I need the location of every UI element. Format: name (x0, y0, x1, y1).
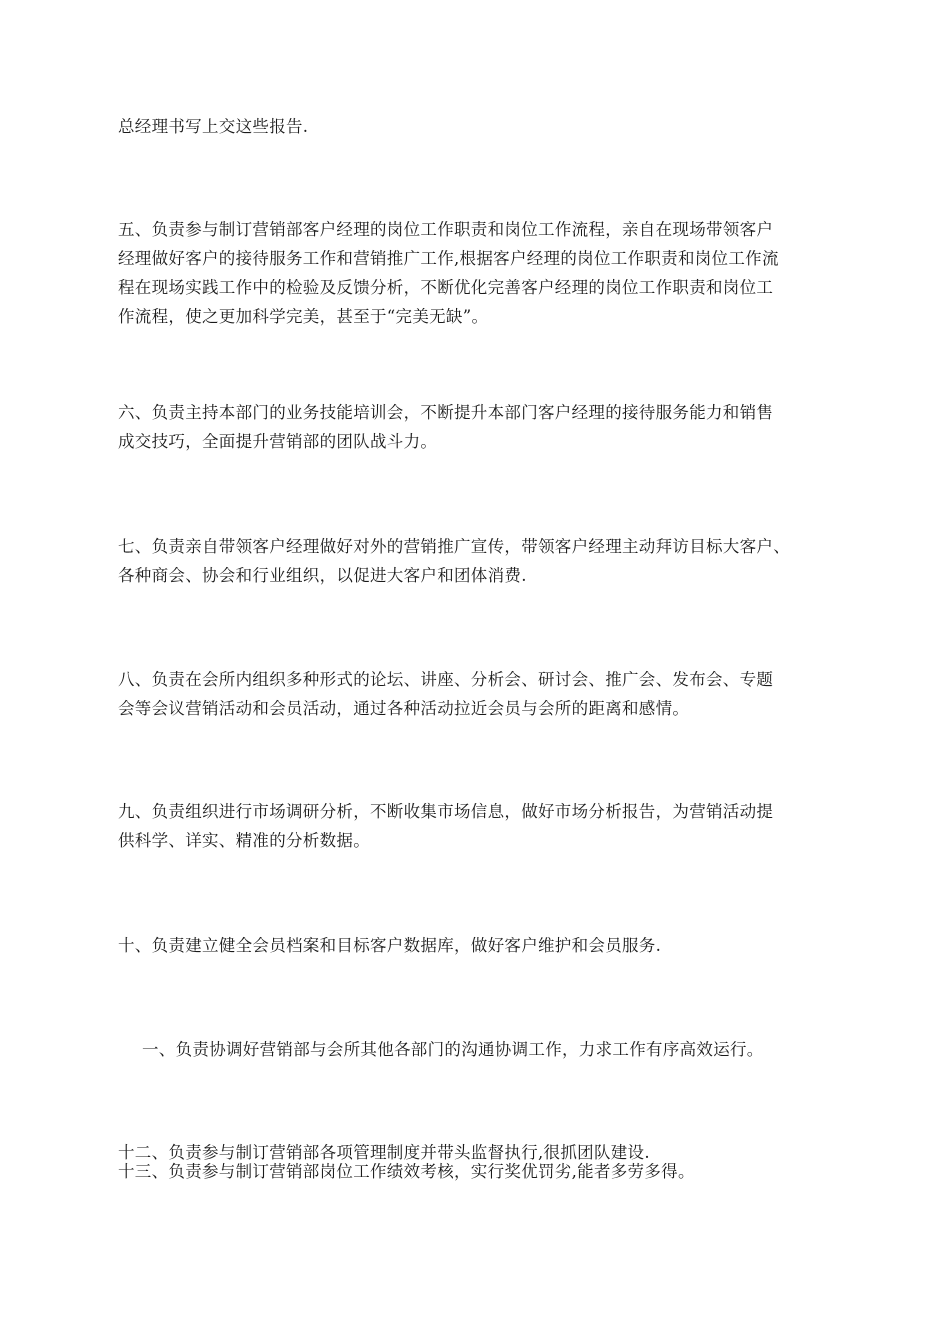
paragraph-intro-tail (118, 112, 830, 141)
text-line: 各种商会、协会和行业组织，以促进大客户和团体消费. (118, 566, 527, 585)
paragraph-item-11 (142, 1035, 854, 1064)
text-line: 九、负责组织进行市场调研分析，不断收集市场信息，做好市场分析报告，为营销活动提 (118, 802, 774, 821)
paragraph-item-7 (118, 532, 830, 590)
paragraph-item-8 (118, 665, 830, 723)
paragraph-item-12-13 (118, 1143, 830, 1181)
text-line: 作流程，使之更加科学完美，甚至于“完美无缺”。 (118, 307, 489, 326)
text-line: 一、负责协调好营销部与会所其他各部门的沟通协调工作，力求工作有序高效运行。 (142, 1040, 764, 1059)
text-line: 十、负责建立健全会员档案和目标客户数据库，做好客户维护和会员服务. (118, 936, 662, 955)
text-line: 五、负责参与制订营销部客户经理的岗位工作职责和岗位工作流程，亲自在现场带领客户 (118, 220, 774, 239)
text-line: 供科学、详实、精准的分析数据。 (118, 831, 370, 850)
paragraph-item-10 (118, 931, 830, 960)
paragraph-item-5 (118, 215, 830, 331)
text-line: 经理做好客户的接待服务工作和营销推广工作,根据客户经理的岗位工作职责和岗位工作流 (118, 249, 779, 268)
text-line: 六、负责主持本部门的业务技能培训会，不断提升本部门客户经理的接待服务能力和销售 (118, 403, 774, 422)
text-line: 八、负责在会所内组织多种形式的论坛、讲座、分析会、研讨会、推广会、发布会、专题 (118, 670, 774, 689)
text-line: 程在现场实践工作中的检验及反馈分析，不断优化完善客户经理的岗位工作职责和岗位工 (118, 278, 774, 297)
paragraph-item-6 (118, 398, 830, 456)
text-line: 总经理书写上交这些报告. (118, 117, 309, 136)
paragraph-item-9 (118, 797, 830, 855)
text-line: 十三、负责参与制订营销部岗位工作绩效考核，实行奖优罚劣,能者多劳多得。 (118, 1162, 695, 1181)
text-line: 成交技巧，全面提升营销部的团队战斗力。 (118, 432, 438, 451)
text-line: 会等会议营销活动和会员活动，通过各种活动拉近会员与会所的距离和感情。 (118, 699, 690, 718)
text-line: 十二、负责参与制订营销部各项管理制度并带头监督执行,很抓团队建设. (118, 1143, 650, 1162)
text-line: 七、负责亲自带领客户经理做好对外的营销推广宣传，带领客户经理主动拜访目标大客户、 (118, 537, 790, 556)
